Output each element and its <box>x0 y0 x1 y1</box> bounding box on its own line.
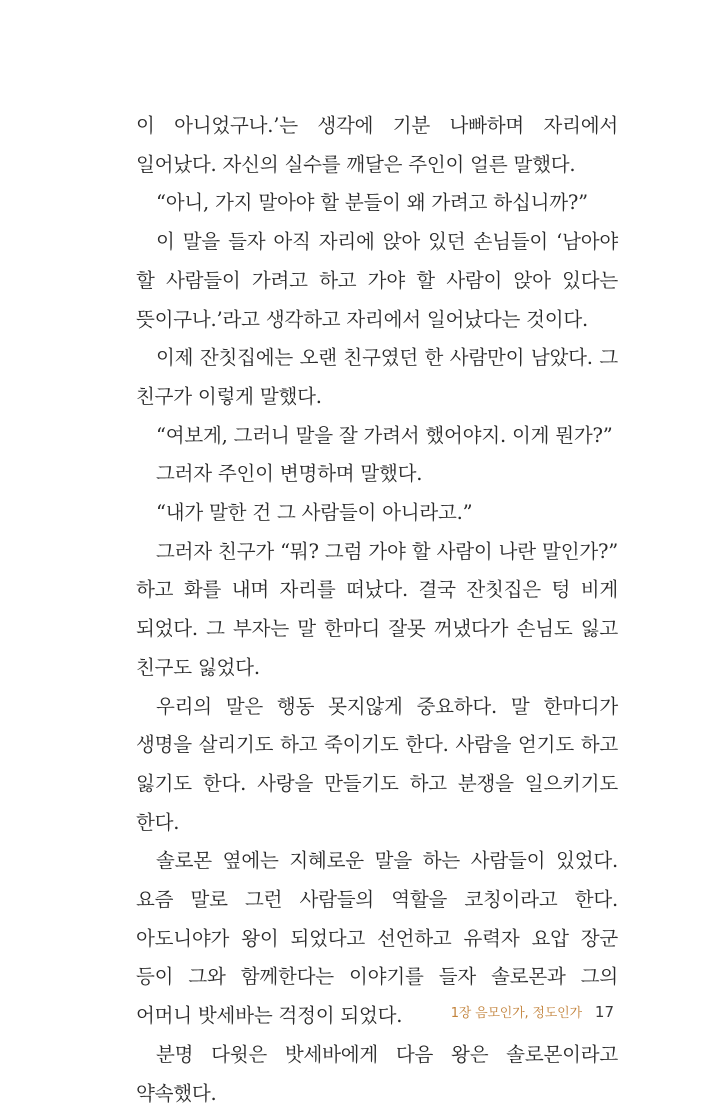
paragraph-6: 그러자 주인이 변명하며 말했다. <box>156 462 423 486</box>
paragraph-3: 이 말을 들자 아직 자리에 앉아 있던 손님들이 ‘남아야 할 사람들이 가려고 하고 가야 할 사람이 앉아 있다는 뜻이구나.’라고 생각하고 자리에서 일어났다는 것이다. <box>136 230 618 331</box>
paragraph-1: 이 아니었구나.’는 생각에 기분 나빠하며 자리에서 일어났다. 자신의 실수를 깨달은 주인이 얼른 말했다. <box>136 114 618 176</box>
running-head: 1장 음모인가, 정도인가 <box>450 1006 582 1021</box>
paragraph-9: 우리의 말은 행동 못지않게 중요하다. 말 한마디가 생명을 살리기도 하고 죽이기도 한다. 사람을 얻기도 하고 잃기도 한다. 사랑을 만들기도 하고 분쟁을 일으키기도 한다. <box>136 694 618 834</box>
paragraph-7: “내가 말한 건 그 사람들이 아니라고.” <box>156 501 473 525</box>
page-number: 17 <box>594 1003 614 1021</box>
body-text <box>136 107 618 1113</box>
paragraph-10: 솔로몬 옆에는 지혜로운 말을 하는 사람들이 있었다. 요즘 말로 그런 사람들의 역할을 코칭이라고 한다. 아도니야가 왕이 되었다고 선언하고 유력자 요압 장군 등이 그와 함께한다는 이야기를 들자 솔로몬과 그의 어머니 밧세바는 걱정이 되었다. <box>136 849 618 1028</box>
page-footer <box>451 1002 614 1021</box>
paragraph-4: 이제 잔칫집에는 오랜 친구였던 한 사람만이 남았다. 그 친구가 이렇게 말했다. <box>136 346 618 408</box>
paragraph-2: “아니, 가지 말아야 할 분들이 왜 가려고 하십니까?” <box>156 191 588 215</box>
paragraph-8: 그러자 친구가 “뭐? 그럼 가야 할 사람이 나란 말인가?” 하고 화를 내며 자리를 떠났다. 결국 잔칫집은 텅 비게 되었다. 그 부자는 말 한마디 잘못 꺼냈다가 손님도 잃고 친구도 잃었다. <box>136 539 618 679</box>
paragraph-5: “여보게, 그러니 말을 잘 가려서 했어야지. 이게 뭔가?” <box>156 423 613 447</box>
paragraph-11: 분명 다윗은 밧세바에게 다음 왕은 솔로몬이라고 약속했다. <box>136 1042 618 1105</box>
